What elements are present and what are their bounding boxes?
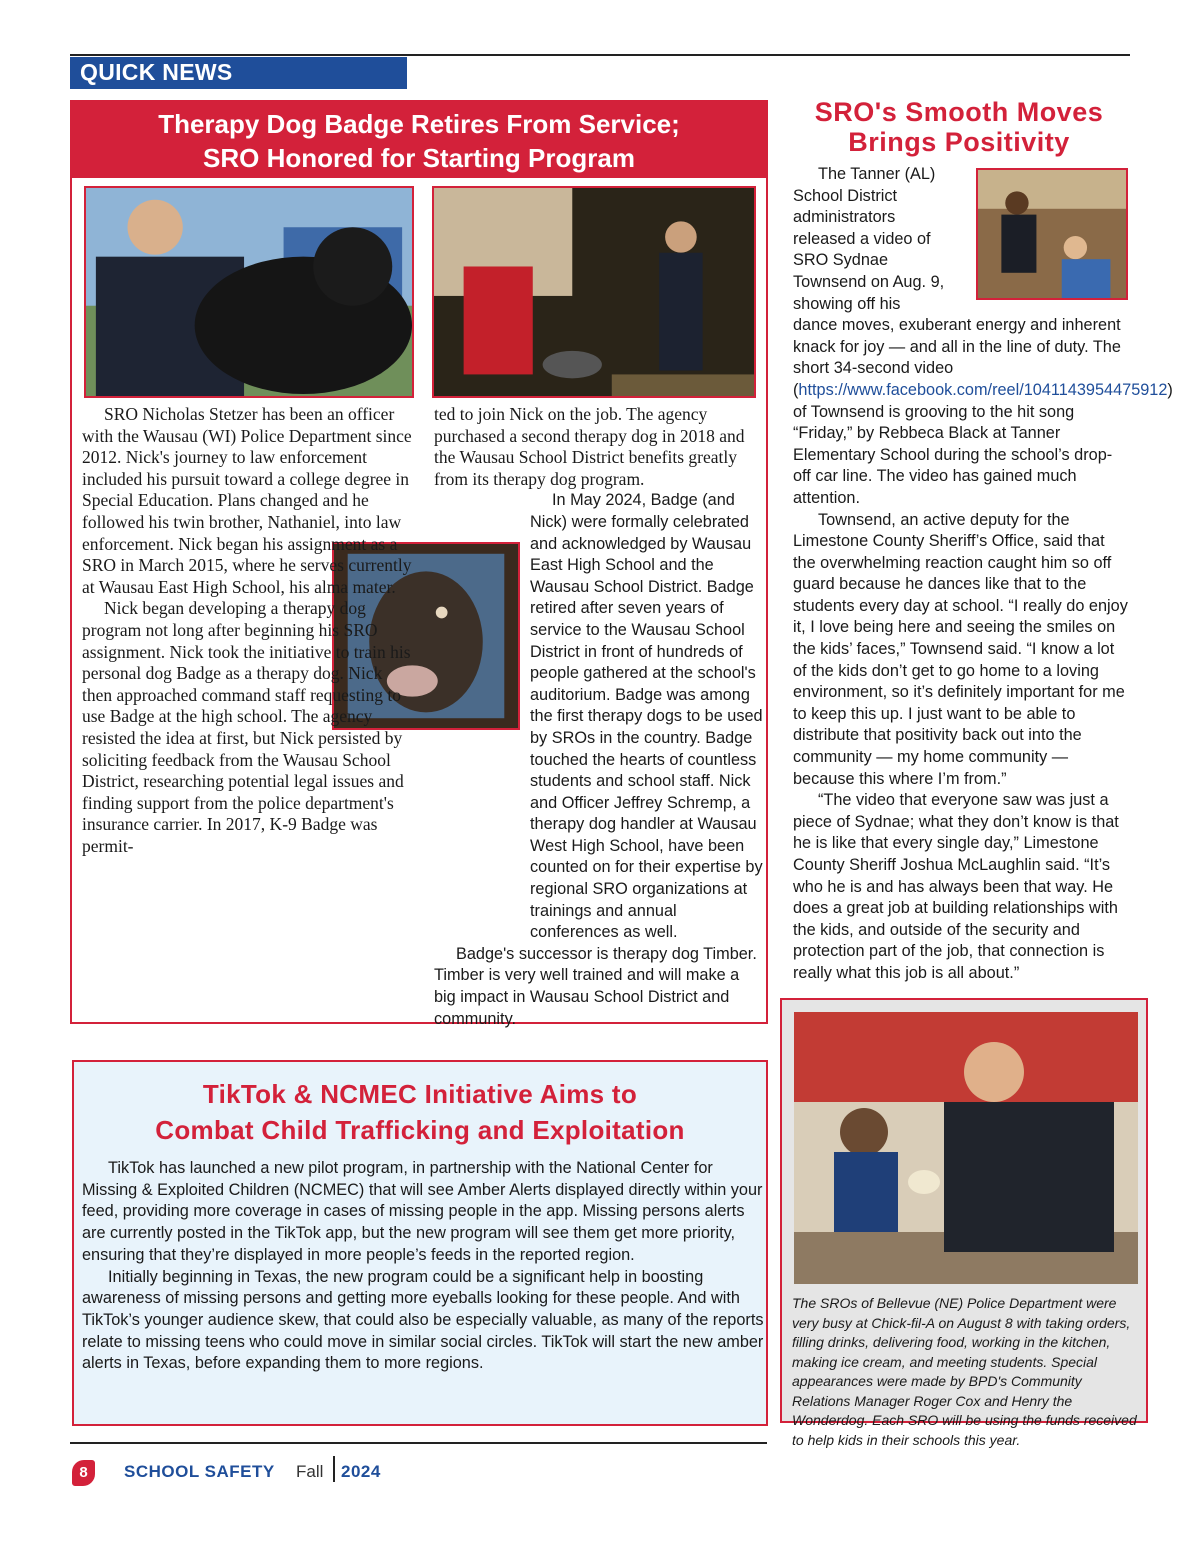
photo-auditorium-ceremony — [432, 186, 756, 398]
tiktok-title-line-1: TikTok & NCMEC Initiative Aims to — [202, 1079, 638, 1109]
issue-year: 2024 — [341, 1462, 381, 1481]
sro-paragraph-3: “The video that everyone saw was just a piece of Sydnae; what they don’t know is that he is like that every single day,” Limestone County Sheriff Joshua McLaughlin said. “It’s who he is and has always been that way. He does a great job at building relationships with the kids, and outside of the security and protection part of the job, that connection is really what this job is all about.” — [793, 791, 1119, 982]
therapy-col2-paragraph-1: ted to join Nick on the job. The agency purchased a second therapy dog in 2018 and the Wausau School District benefits greatly from its therapy dog program. — [434, 404, 745, 489]
sro-paragraph-2: Townsend, an active deputy for the Limestone County Sheriff’s Office, said that the overwhelming reaction caught him so off guard because he dances like that to the students every day at school. “I really do enjoy it, I love being here and seeing the smiles on the kids’ faces,” Townsend said. “I know a lot of the kids don’t get to go home to a loving environment, so it’s definitely important for me to keep this up. I just want to be able to distribute that positivity back out into the community — my home community — because this where I’m from.” — [793, 510, 1128, 788]
tiktok-article — [72, 1060, 768, 1426]
section-label: QUICK NEWS — [70, 57, 407, 89]
footer-divider — [333, 1456, 335, 1482]
headline-line-2: SRO Honored for Starting Program — [203, 143, 635, 173]
photo-sro-with-students — [976, 168, 1128, 300]
sro-article-title — [782, 97, 1136, 157]
photo-caption: The SROs of Bellevue (NE) Police Department were very busy at Chick-fil-A on August 8 with taking orders, filling drinks, delivering food, working in the kitchen, making ice cream, and meeting students. Special appearances were made by BPD's Community Relations Manager Roger Cox and Henry the Wonderdog. Each SRO will be using the funds received to help kids in their schools this year. — [792, 1295, 1137, 1448]
footer-rule — [70, 1442, 767, 1444]
photo-officer-with-child — [794, 1012, 1138, 1284]
tiktok-paragraph-1: TikTok has launched a new pilot program, in partnership with the National Center for Missing & Exploited Children (NCMEC) that will see Amber Alerts displayed directly within your feed, providing more coverage in cases of missing people in the app. Missing persons alerts are currently posted in the TikTok app, but the new program will see them get more priority, ensuring that they’re displayed in more people’s feeds in the reported region. — [82, 1159, 763, 1264]
page-number: 8 — [72, 1460, 95, 1486]
therapy-col2-paragraph-2: In May 2024, Badge (and Nick) were formally celebrated and acknowledged by Wausau East High School and the Wausau School District. Badge retired after seven years of service to the Wausau School District in front of hundreds of people gathered at the school's auditorium. Badge was among the first therapy dogs to be used by SROs in the country. Badge touched the hearts of countless students and school staff. Nick and Officer Jeffrey Schremp, a therapy dog handler at Wausau West High School, have been counted on for their expertise by regional SRO organizations at trainings and annual conferences as well. — [530, 491, 763, 942]
therapy-dog-headline — [72, 102, 766, 178]
sro-paragraph-1b: ) of Townsend is grooving to the hit song “Friday,” by Rebbeca Black at Tanner Elementary School during the school’s drop-off car line. The video has gained much attention. — [793, 380, 1173, 507]
issue-season: Fall — [296, 1462, 324, 1481]
sro-video-link[interactable]: https://www.facebook.com/reel/1041143954475912 — [798, 380, 1168, 399]
therapy-col2-paragraph-3: Badge's successor is therapy dog Timber. Timber is very well trained and will make a big impact in Wausau School District and community. — [434, 944, 757, 1028]
sro-title-line-2: Brings Positivity — [848, 127, 1070, 157]
photo-officer-with-dog — [84, 186, 414, 398]
therapy-column-2 — [434, 404, 764, 1030]
therapy-col1-paragraph-1: SRO Nicholas Stetzer has been an officer with the Wausau (WI) Police Department since 2012. Nick's journey to law enforcement included his pursuit toward a college degree in Special Education. Plans changed and he followed his twin brother, Nathaniel, into law enforcement. Nick began his assignment as a SRO in March 2015, where he serves currently at Wausau East High School, his alma mater. — [82, 404, 412, 597]
therapy-dog-article — [70, 100, 768, 1028]
sro-title-line-1: SRO's Smooth Moves — [814, 97, 1104, 127]
chick-fil-a-photo-box — [780, 998, 1148, 1448]
magazine-name: SCHOOL SAFETY — [124, 1462, 275, 1481]
tiktok-article-title — [74, 1076, 766, 1148]
sro-paragraph-1a: The Tanner (AL) School District administrators released a video of SRO Sydnae Townsend on Aug. 9, showing off his dance moves, exuberant energy and inherent knack for joy — and all in the line of duty. The short 34-second video ( — [793, 165, 1121, 399]
tiktok-article-body — [82, 1158, 766, 1375]
tiktok-paragraph-2: Initially beginning in Texas, the new program could be a significant help in boosting awareness of missing persons and getting more eyeballs looking for these people. And with TikTok’s younger audience skew, that could also be especially valuable, as many of the reports relate to missing teens who could move in similar social circles. TikTok will start the new amber alerts in Texas, before expanding them to more regions. — [82, 1267, 764, 1373]
top-rule — [70, 54, 1130, 56]
headline-line-1: Therapy Dog Badge Retires From Service; — [158, 109, 680, 139]
therapy-column-1 — [82, 404, 412, 857]
tiktok-title-line-2: Combat Child Trafficking and Exploitation — [155, 1115, 685, 1145]
therapy-col1-paragraph-2: Nick began developing a therapy dog program not long after beginning his SRO assignment. Nick took the initiative to train his personal dog Badge as a therapy dog. Nick then approached command staff requesting to use Badge at the high school. The agency resisted the idea at first, but Nick persisted by soliciting feedback from the Wausau School District, researching potential legal issues and finding support from the police department's insurance carrier. In 2017, K-9 Badge was permit- — [82, 598, 411, 856]
